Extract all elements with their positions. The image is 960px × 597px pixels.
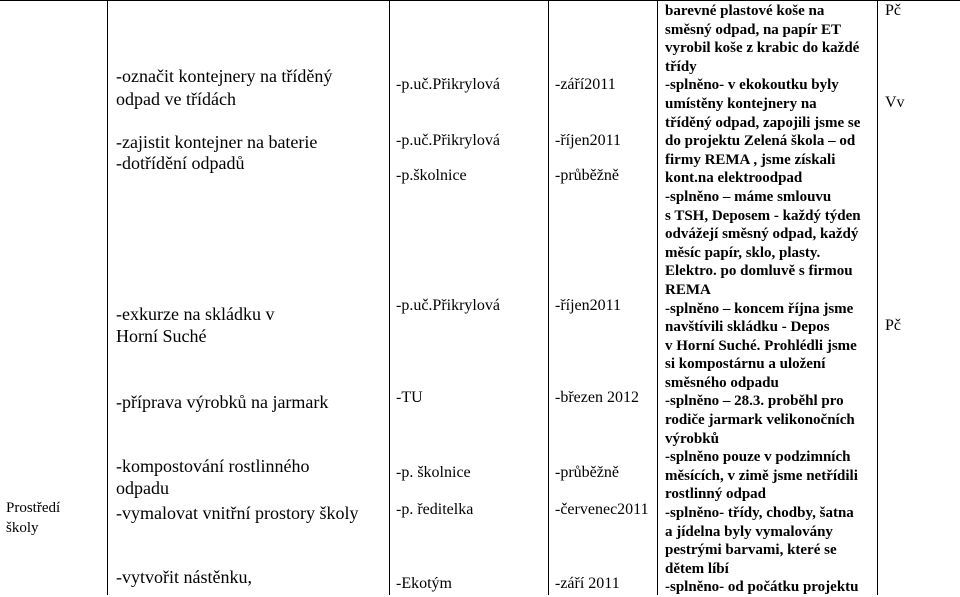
evaluation-line: tříděný odpad, zapojili jsme se bbox=[665, 114, 861, 131]
evaluation-line: dětem líbí bbox=[665, 560, 729, 577]
task-line: -kompostování rostlinného bbox=[116, 456, 310, 476]
evaluation-line: odvážejí směsný odpad, každý bbox=[665, 226, 859, 243]
evaluation-line: pestrými barvami, které se bbox=[665, 542, 837, 559]
grade-pc-1: Pč bbox=[885, 2, 901, 19]
evaluation-line: Elektro. po domluvě s firmou bbox=[665, 263, 853, 280]
deadline: -průběžně bbox=[555, 167, 619, 184]
evaluation-line: do projektu Zelená škola – od bbox=[665, 133, 856, 150]
evaluation-line: -splněno pouze v podzimních bbox=[665, 449, 851, 466]
evaluation-line: barevné plastové koše na bbox=[665, 3, 825, 19]
responsible-person: -TU bbox=[396, 389, 423, 406]
task-line: -vymalovat vnitřní prostory školy bbox=[116, 503, 359, 523]
row-label-line-2: školy bbox=[6, 520, 39, 536]
evaluation-line: měsících, v zimě jsme netřídili bbox=[665, 467, 858, 484]
evaluation-line: s TSH, Deposem - každý týden bbox=[665, 207, 861, 224]
task-line: -označit kontejnery na tříděný bbox=[116, 66, 333, 86]
evaluation-line: -splněno- v ekokoutku byly bbox=[665, 77, 839, 94]
evaluation-line: směsného odpadu bbox=[665, 374, 779, 391]
evaluation-line: vyrobil koše z krabic do každé bbox=[665, 40, 860, 57]
evaluation-line: REMA bbox=[665, 281, 711, 298]
responsible-person: -p.uč.Přikrylová bbox=[396, 132, 500, 149]
deadline: -září2011 bbox=[555, 76, 616, 93]
evaluation-line: -splněno – 28.3. proběhl pro bbox=[665, 393, 844, 410]
task-line: -dotřídění odpadů bbox=[116, 153, 245, 173]
deadline: -březen 2012 bbox=[555, 389, 639, 406]
responsible-person: -p. ředitelka bbox=[396, 501, 474, 518]
column-divider-1 bbox=[107, 0, 108, 595]
deadline: -září 2011 bbox=[555, 575, 620, 592]
evaluation-line: výrobků bbox=[665, 430, 719, 447]
evaluation-line: rostlinný odpad bbox=[665, 486, 767, 503]
evaluation-line: třídy bbox=[665, 58, 697, 75]
table-border-top bbox=[0, 0, 960, 1]
responsible-person: -p.školnice bbox=[396, 167, 467, 184]
evaluation-line: měsíc papír, sklo, plasty. bbox=[665, 244, 821, 261]
task-line: odpad ve třídách bbox=[116, 89, 236, 109]
evaluation-line: si kompostárnu a uložení bbox=[665, 356, 826, 373]
responsible-person: -p. školnice bbox=[396, 464, 471, 481]
evaluation-line: -splněno- od počátku projektu bbox=[665, 579, 859, 596]
column-divider-3 bbox=[548, 0, 549, 595]
deadline: -říjen2011 bbox=[555, 132, 622, 149]
evaluation-line: -splněno – máme smlouvu bbox=[665, 188, 832, 205]
evaluation-line: a jídelna byly vymalovány bbox=[665, 523, 833, 540]
evaluation-line: směsný odpad, na papír ET bbox=[665, 21, 842, 38]
evaluation-line: navštívili skládku - Depos bbox=[665, 319, 830, 336]
grade-pc-2: Pč bbox=[885, 317, 901, 334]
task-line: -exkurze na skládku v bbox=[116, 304, 275, 324]
task-line: Horní Suché bbox=[116, 326, 207, 346]
evaluation-line: -splněno – koncem října jsme bbox=[665, 300, 854, 317]
evaluation-line: kont.na elektroodpad bbox=[665, 170, 803, 187]
row-label-line-1: Prostředí bbox=[6, 500, 61, 516]
evaluation-line: umístěny kontejnery na bbox=[665, 95, 817, 112]
responsible-person: -p.uč.Přikrylová bbox=[396, 297, 500, 314]
evaluation-line: -splněno- třídy, chodby, šatna bbox=[665, 505, 854, 522]
task-line: -vytvořit nástěnku, bbox=[116, 567, 252, 587]
deadline: -průběžně bbox=[555, 464, 619, 481]
grade-vv: Vv bbox=[885, 94, 905, 111]
responsible-person: -p.uč.Přikrylová bbox=[396, 76, 500, 93]
deadline: -říjen2011 bbox=[555, 297, 622, 314]
column-divider-4 bbox=[657, 0, 658, 595]
deadline: -červenec2011 bbox=[555, 501, 649, 518]
column-divider-2 bbox=[389, 0, 390, 595]
task-line: odpadu bbox=[116, 478, 169, 498]
task-line: -příprava výrobků na jarmark bbox=[116, 392, 329, 412]
evaluation-line: v Horní Suché. Prohlédli jsme bbox=[665, 337, 857, 354]
task-line: -zajistit kontejner na baterie bbox=[116, 132, 318, 152]
evaluation-line: firmy REMA , jsme získali bbox=[665, 151, 836, 168]
responsible-person: -Ekotým bbox=[396, 575, 452, 592]
evaluation-line: rodiče jarmark velikonočních bbox=[665, 412, 855, 429]
evaluation-text bbox=[665, 2, 880, 597]
